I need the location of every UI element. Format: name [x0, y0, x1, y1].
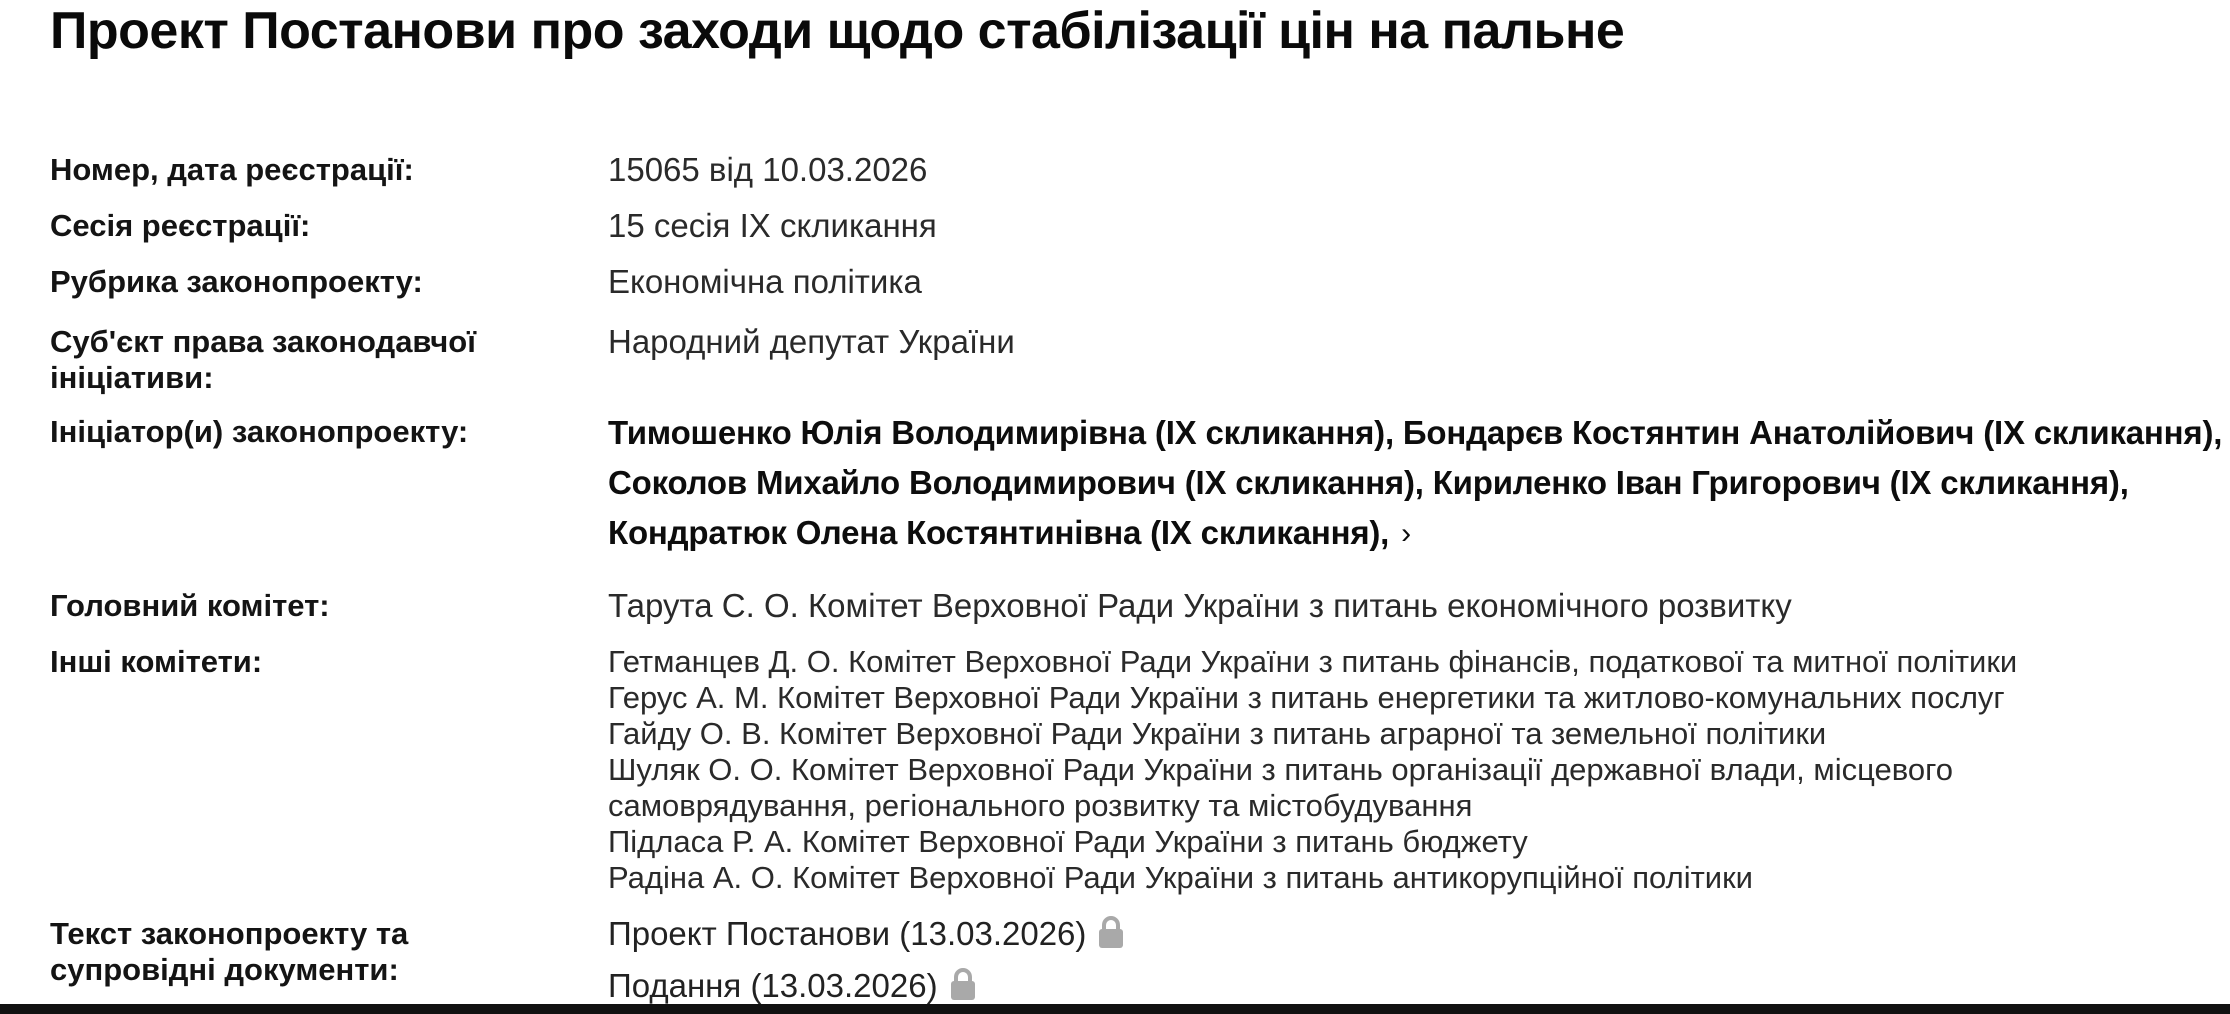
field-label: Головний комітет: [50, 588, 330, 623]
bottom-edge-bar [0, 1004, 2230, 1014]
committee-line: Підласа Р. А. Комітет Верховної Ради України з питань бюджету [608, 824, 1528, 859]
field-label: Ініціатор(и) законопроекту: [50, 414, 469, 449]
lock-icon [1096, 915, 1126, 949]
field-value: Тарута С. О. Комітет Верховної Ради України з питань економічного розвитку [608, 587, 1792, 624]
committee-line: Гайду О. В. Комітет Верховної Ради України з питань аграрної та земельної політики [608, 716, 1827, 751]
initiators-list [608, 408, 2223, 559]
field-value: 15065 від 10.03.2026 [608, 151, 928, 188]
field-label: Сесія реєстрації: [50, 208, 311, 243]
initiator-line[interactable]: Соколов Михайло Володимирович (IX скликання), Кириленко Іван Григорович (IX скликання), [608, 464, 2129, 501]
documents-list [608, 908, 2208, 1012]
page-title: Проект Постанови про заходи щодо стабілізації цін на пальне [50, 2, 1625, 60]
committee-line: Радіна А. О. Комітет Верховної Ради України з питань антикорупційної політики [608, 860, 1753, 895]
field-label: Суб'єкт права законодавчої ініціативи: [50, 324, 476, 395]
field-label: Рубрика законопроекту: [50, 264, 423, 299]
lock-icon [948, 967, 978, 1001]
field-value: Народний депутат України [608, 323, 1015, 360]
document-link[interactable] [608, 908, 2208, 960]
committee-line: Герус А. М. Комітет Верховної Ради України з питань енергетики та житлово-комунальних послуг [608, 680, 2005, 715]
initiator-line-last [608, 508, 2208, 559]
field-label: Номер, дата реєстрації: [50, 152, 414, 187]
initiator-line[interactable]: Тимошенко Юлія Володимирівна (IX скликання), Бондарєв Костянтин Анатолійович (IX скликання), [608, 414, 2223, 451]
committee-line: Шуляк О. О. Комітет Верховної Ради України з питань організації державної влади, місцевого [608, 752, 1953, 787]
field-label: Текст законопроекту та супровідні документи: [50, 916, 409, 987]
field-label: Інші комітети: [50, 644, 263, 679]
committee-line: самоврядування, регіонального розвитку та містобудування [608, 788, 1473, 823]
committee-line: Гетманцев Д. О. Комітет Верховної Ради України з питань фінансів, податкової та митної політики [608, 644, 2018, 679]
chevron-right-icon[interactable]: › [1401, 517, 1411, 550]
document-link-text[interactable]: Подання (13.03.2026) [608, 967, 938, 1004]
initiator-line-text[interactable]: Кондратюк Олена Костянтинівна (IX скликання), [608, 514, 1390, 551]
field-value: 15 сесія IX скликання [608, 207, 937, 244]
committees-list [608, 644, 2208, 896]
field-value: Економічна політика [608, 263, 922, 300]
document-link-text[interactable]: Проект Постанови (13.03.2026) [608, 915, 1087, 952]
